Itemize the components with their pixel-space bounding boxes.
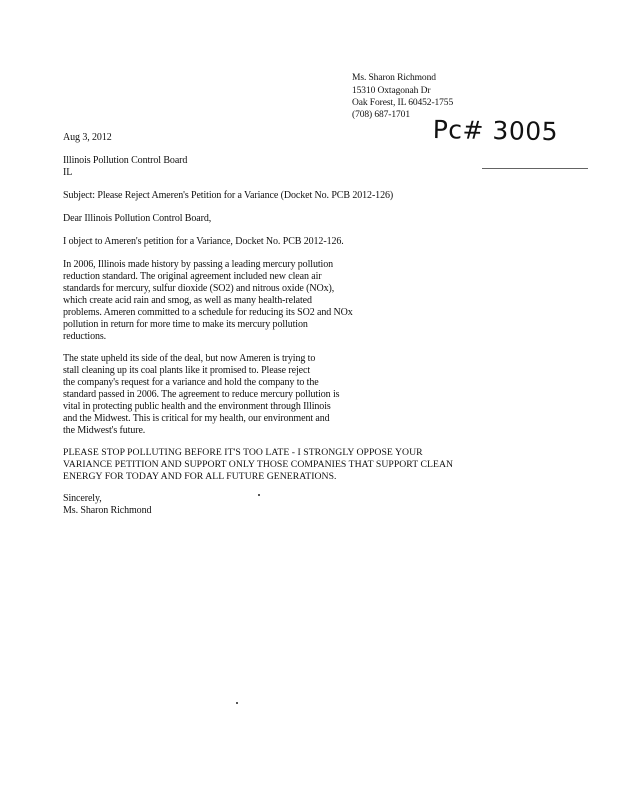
paragraph1-line: standards for mercury, sulfur dioxide (SO2) and nitrous oxide (NOx), [63,283,335,294]
paragraph2-line: The state upheld its side of the deal, but now Ameren is trying to [63,353,316,364]
salutation: Dear Illinois Pollution Control Board, [63,213,212,224]
letter-date: Aug 3, 2012 [63,132,112,143]
paragraph1-line: problems. Ameren committed to a schedule for reducing its SO2 and NOx [63,307,353,318]
paragraph2-line: stall cleaning up its coal plants like it promised to. Please reject [63,365,311,376]
recipient-name: Illinois Pollution Control Board [63,155,188,166]
sender-phone: (708) 687-1701 [352,110,410,120]
paragraph1-line: reduction standard. The original agreement included new clean air [63,271,322,282]
paragraph1-line: which create acid rain and smog, as well as many health-related [63,295,312,306]
scan-underline [482,168,588,169]
paragraph2-line: standard passed in 2006. The agreement to reduce mercury pollution is [63,389,340,400]
paragraph2-line: and the Midwest. This is critical for my health, our environment and [63,413,330,424]
closing: Sincerely, [63,493,102,504]
recipient-state: IL [63,167,73,178]
paragraph1-line: pollution in return for more time to make its mercury pollution [63,319,308,330]
paragraph3-line: ENERGY FOR TODAY AND FOR ALL FUTURE GENERATIONS. [63,471,337,482]
paragraph2-line: the Midwest's future. [63,425,146,436]
paragraph1-line: In 2006, Illinois made history by passing a leading mercury pollution [63,259,334,270]
subject-line: Subject: Please Reject Ameren's Petition for a Variance (Docket No. PCB 2012-126) [63,190,394,201]
paragraph2-line: the company's request for a variance and hold the company to the [63,377,319,388]
paragraph2-line: vital in protecting public health and the environment through Illinois [63,401,331,412]
paragraph3-line: VARIANCE PETITION AND SUPPORT ONLY THOSE COMPANIES THAT SUPPORT CLEAN [63,459,454,470]
scan-speck [236,702,238,704]
handwritten-note: Pc# 3005 [432,115,559,147]
sender-street: 15310 Oxtagonah Dr [352,86,431,96]
sender-city-state-zip: Oak Forest, IL 60452-1755 [352,98,454,108]
scan-speck [258,494,260,496]
sender-name: Ms. Sharon Richmond [352,73,436,83]
paragraph1-line: reductions. [63,331,107,342]
intro-line: I object to Ameren's petition for a Variance, Docket No. PCB 2012-126. [63,236,344,247]
signature-name: Ms. Sharon Richmond [63,505,152,516]
paragraph3-line: PLEASE STOP POLLUTING BEFORE IT'S TOO LATE - I STRONGLY OPPOSE YOUR [63,447,423,458]
